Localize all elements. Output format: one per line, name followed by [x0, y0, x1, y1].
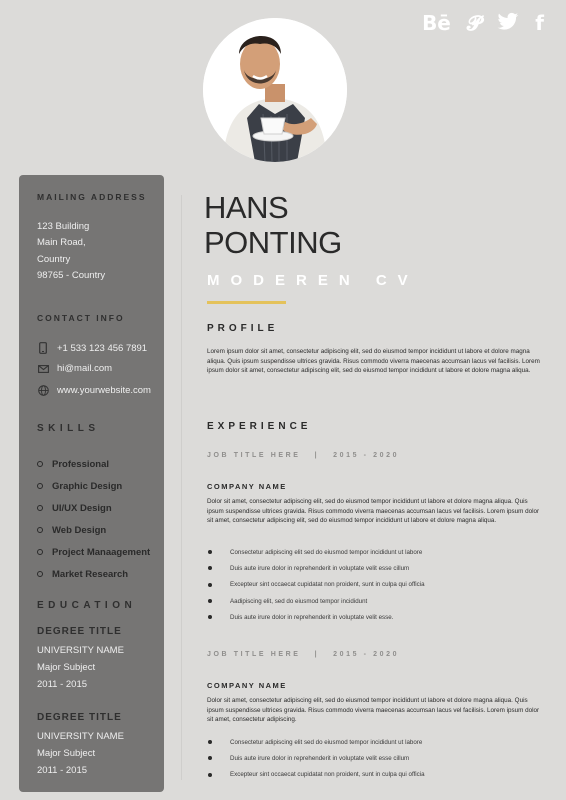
- contact-info-heading: CONTACT INFO: [37, 313, 125, 323]
- job-header: [207, 651, 399, 658]
- bullet-item: Duis aute irure dolor in reprehenderit in voluptate velit esse cillum: [207, 750, 542, 766]
- contact-email: [37, 363, 112, 374]
- phone-icon: [37, 342, 49, 354]
- social-links: [422, 12, 544, 36]
- company-name: COMPANY NAME: [207, 681, 287, 690]
- job-bullets: [207, 734, 542, 783]
- profile-heading: PROFILE: [207, 323, 279, 334]
- job-description: Dolor sit amet, consectetur adipiscing elit, sed do eiusmod tempor incididunt ut labore et dolore magna aliqua. Quis ipsum suspendisse ultrices gravida. Risus commodo viverra maecenas accumsan lacus vel facilisis. Lorem ipsum dolor sit amet, consectetur adipiscing.: [207, 697, 540, 724]
- skill-item: UI/UX Design: [37, 497, 150, 519]
- university-name: UNIVERSITY NAME: [37, 731, 124, 742]
- education-years: 2011 - 2015: [37, 765, 88, 776]
- facebook-icon[interactable]: f: [535, 11, 544, 35]
- bullet-icon: [37, 505, 43, 511]
- bullet-icon: [37, 549, 43, 555]
- bullet-item: Consectetur adipiscing elit sed do eiusmod tempor incididunt ut labore: [207, 734, 542, 750]
- twitter-icon[interactable]: [497, 12, 519, 36]
- mailing-address-heading: MAILING ADDRESS: [37, 192, 147, 202]
- bullet-item: Excepteur sint occaecat cupidatat non proident, sunt in culpa qui officia: [207, 767, 542, 783]
- address-line: Country: [37, 254, 71, 265]
- bullet-icon: [37, 571, 43, 577]
- bullet-item: Duis aute irure dolor in reprehenderit in voluptate velit esse cillum: [207, 560, 542, 576]
- job-years: 2015 - 2020: [333, 651, 400, 658]
- website-link[interactable]: www.yourwebsite.com: [57, 385, 151, 396]
- candidate-name: HANS PONTING: [204, 190, 342, 260]
- profile-photo: [203, 18, 347, 162]
- pinterest-icon[interactable]: 𝓟: [466, 11, 482, 35]
- skills-heading: SKILLS: [37, 423, 100, 434]
- address-line: Main Road,: [37, 237, 86, 248]
- bullet-icon: [37, 527, 43, 533]
- skill-item: Professional: [37, 453, 150, 475]
- skill-item: Graphic Design: [37, 475, 150, 497]
- skill-item: Project Manaagement: [37, 541, 150, 563]
- skill-item: Market Research: [37, 563, 150, 585]
- cv-subtitle: MODEREN CV: [207, 272, 419, 289]
- address-line: 98765 - Country: [37, 270, 106, 281]
- education-heading: EDUCATION: [37, 600, 137, 611]
- bullet-item: Excepteur sint occaecat cupidatat non proident, sunt in culpa qui officia: [207, 577, 542, 593]
- bullet-item: Aadipiscing elit, sed do eiusmod tempor incididunt: [207, 593, 542, 609]
- bullet-item: Duis aute irure dolor in reprehenderit in voluptate velit esse.: [207, 609, 542, 625]
- skill-item: Web Design: [37, 519, 150, 541]
- profile-text: Lorem ipsum dolor sit amet, consectetur adipiscing elit, sed do eiusmod tempor incididunt ut labore et dolore magna aliqua. Quis ipsum suspendisse ultrices gravida. Risus commodo viverra maecenas accumsan lacus vel facilisis. Lorem ipsum dolor sit amet, consectetur adipiscing elit, sed do eiusmod tempor incididunt ut labore et dolore magna aliqua.: [207, 348, 540, 375]
- degree-title: DEGREE TITLE: [37, 626, 122, 637]
- job-description: Dolor sit amet, consectetur adipiscing elit, sed do eiusmod tempor incididunt ut labore et dolore magna aliqua. Quis ipsum suspendisse ultrices gravida. Risus commodo viverra maecenas accumsan lacus vel facilisis. Lorem ipsum dolor sit amet, consectetur adipiscing elit, sed do eiusmod tempor incididunt ut labore et dolore magna aliqua.: [207, 498, 540, 525]
- experience-heading: EXPERIENCE: [207, 421, 312, 432]
- behance-icon[interactable]: Bē: [422, 11, 451, 35]
- separator: |: [314, 452, 320, 459]
- skills-list: [37, 453, 150, 585]
- accent-bar: [207, 301, 286, 304]
- job-bullets: [207, 544, 542, 625]
- mail-icon: [37, 365, 49, 373]
- job-header: [207, 452, 399, 459]
- major-subject: Major Subject: [37, 662, 96, 673]
- major-subject: Major Subject: [37, 748, 96, 759]
- email-address[interactable]: hi@mail.com: [57, 363, 113, 374]
- contact-website: [37, 385, 151, 396]
- job-title: JOB TITLE HERE: [207, 651, 301, 658]
- sidebar: [19, 175, 164, 792]
- phone-number[interactable]: +1 533 123 456 7891: [57, 342, 148, 354]
- bullet-item: Consectetur adipiscing elit sed do eiusmod tempor incididunt ut labore: [207, 544, 542, 560]
- bullet-icon: [37, 461, 43, 467]
- degree-title: DEGREE TITLE: [37, 712, 122, 723]
- contact-phone: [37, 342, 147, 354]
- job-years: 2015 - 2020: [333, 452, 400, 459]
- bullet-icon: [37, 483, 43, 489]
- globe-icon: [37, 385, 49, 396]
- separator: |: [314, 651, 320, 658]
- education-years: 2011 - 2015: [37, 679, 88, 690]
- address-line: 123 Building: [37, 221, 90, 232]
- university-name: UNIVERSITY NAME: [37, 645, 124, 656]
- divider: [181, 195, 182, 780]
- company-name: COMPANY NAME: [207, 482, 287, 491]
- job-title: JOB TITLE HERE: [207, 452, 301, 459]
